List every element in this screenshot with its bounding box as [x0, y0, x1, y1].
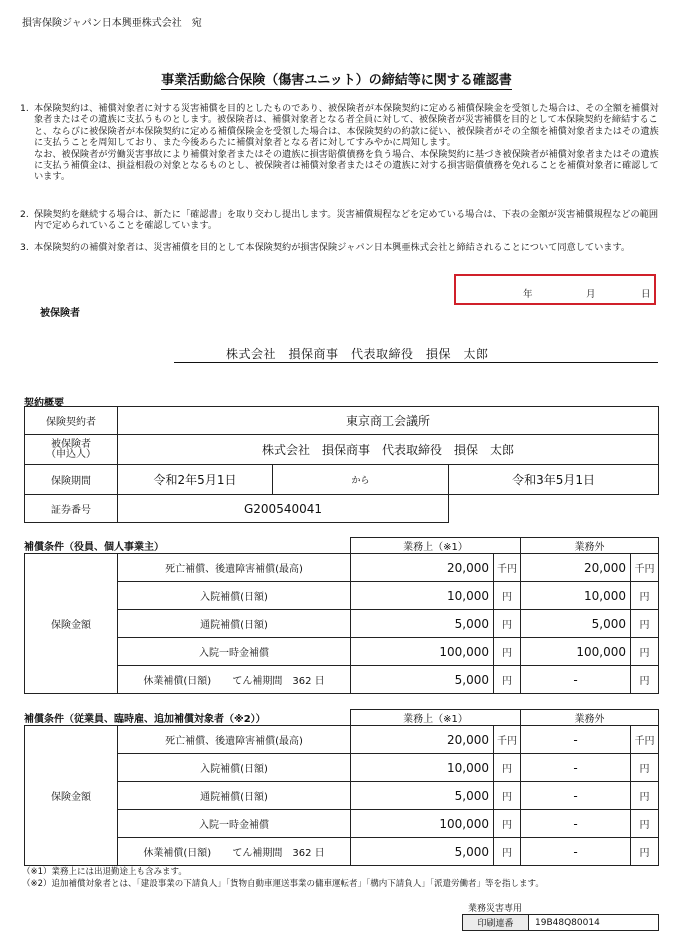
date-month-label: 月: [586, 289, 596, 300]
compensation-period: てん補期間 362 日: [232, 848, 325, 859]
document-title-text: 事業活動総合保険（傷害ユニット）の締結等に関する確認書: [161, 73, 512, 88]
period-label: 保険期間: [25, 465, 118, 495]
off-duty-unit: 円: [631, 810, 659, 838]
off-duty-unit: 円: [631, 582, 659, 610]
date-year-label: 年: [523, 289, 533, 300]
off-duty-unit: 円: [631, 754, 659, 782]
off-duty-unit: 円: [631, 610, 659, 638]
coverage-employees-table: [24, 709, 659, 866]
on-duty-amount: 100,000: [351, 810, 494, 838]
on-duty-amount: 5,000: [351, 666, 494, 694]
print-serial-table: [462, 914, 659, 931]
sum-insured-label: 保険金額: [25, 726, 118, 866]
insured-underline: [174, 362, 658, 363]
off-duty-unit: 千円: [631, 554, 659, 582]
date-field[interactable]: [454, 274, 656, 305]
off-duty-amount: -: [521, 726, 631, 754]
on-duty-amount: 10,000: [351, 754, 494, 782]
off-duty-amount: 5,000: [521, 610, 631, 638]
coverage-label: 入院一時金補償: [118, 638, 351, 666]
compensation-period: てん補期間 362 日: [232, 676, 325, 687]
on-duty-unit: 円: [494, 638, 521, 666]
on-duty-amount: 20,000: [351, 726, 494, 754]
clause-number: 1.: [20, 103, 29, 114]
insured-row-value: 株式会社 損保商事 代表取締役 損保 太郎: [118, 435, 659, 465]
coverage-label: 休業補償(日額): [143, 676, 212, 687]
contract-section-label: 契約概要: [24, 398, 64, 409]
on-duty-amount: 100,000: [351, 638, 494, 666]
on-duty-amount: 5,000: [351, 782, 494, 810]
off-duty-amount: 100,000: [521, 638, 631, 666]
coverage-label: 入院補償(日額): [118, 582, 351, 610]
off-duty-unit: 円: [631, 666, 659, 694]
on-duty-unit: 千円: [494, 726, 521, 754]
clause-2: [20, 209, 660, 232]
coverage-label: 死亡補償、後遺障害補償(最高): [118, 726, 351, 754]
off-duty-unit: 千円: [631, 726, 659, 754]
coverage-label: 入院一時金補償: [118, 810, 351, 838]
on-duty-unit: 円: [494, 610, 521, 638]
clause-number: 2.: [20, 209, 29, 220]
policy-label: 証券番号: [25, 495, 118, 523]
print-serial-label: 印刷連番: [463, 915, 529, 931]
clause-3: [20, 242, 660, 253]
insured-row-label-sub: （申込人）: [46, 448, 96, 460]
coverage-employees-label: 補償条件（従業員、臨時雇、追加補償対象者（※2））: [24, 714, 266, 725]
coverage-label-leave: [118, 838, 351, 866]
on-duty-unit: 円: [494, 810, 521, 838]
on-duty-header: 業務上（※1）: [351, 710, 521, 726]
off-duty-unit: 円: [631, 782, 659, 810]
clause-text: 本保険契約の補償対象者は、災害補償を目的として本保険契約が損害保険ジャパン日本興亜株式会社と締結されることについて同意しています。: [34, 242, 631, 253]
off-duty-amount: -: [521, 838, 631, 866]
on-duty-unit: 千円: [494, 554, 521, 582]
on-duty-amount: 10,000: [351, 582, 494, 610]
addressee: 損害保険ジャパン日本興亜株式会社 宛: [22, 18, 202, 29]
policy-number: G200540041: [118, 495, 449, 523]
on-duty-unit: 円: [494, 838, 521, 866]
on-duty-header: 業務上（※1）: [351, 538, 521, 554]
off-duty-header: 業務外: [521, 538, 659, 554]
off-duty-amount: -: [521, 754, 631, 782]
on-duty-unit: 円: [494, 782, 521, 810]
clause-number: 3.: [20, 242, 29, 253]
coverage-label: 休業補償(日額): [143, 848, 212, 859]
footnotes: [22, 866, 544, 890]
clause-text-note: なお、被保険者が労働災害事故により補償対象者またはその遺族に損害賠償債務を負う場合、本保険契約に基づき被保険者が補償対象者またはその遺族に支払う補償金は、損益相殺の対象となるものとし、被保険者は補償対象者またはその遺族に対する損害賠償債務を免れることを補償対象者に確認しています。: [34, 148, 659, 183]
insured-name: 株式会社 損保商事 代表取締役 損保 太郎: [226, 347, 489, 361]
on-duty-unit: 円: [494, 582, 521, 610]
coverage-label: 通院補償(日額): [118, 782, 351, 810]
off-duty-unit: 円: [631, 638, 659, 666]
off-duty-amount: 10,000: [521, 582, 631, 610]
coverage-label: 通院補償(日額): [118, 610, 351, 638]
date-day-label: 日: [641, 289, 651, 300]
clause-text: 本保険契約は、補償対象者に対する災害補償を目的としたものであり、被保険者が本保険契約に定める補償保険金を受領した場合は、その全額を補償対象者またはその遺族に支払うものとします。被保険者は、補償対象者となる者全員に対して、被保険者が災害補償を目的として本保険契約を締結すること、ならびに被保険者が本保険契約に定める補償保険金を受領した場合は、本保険契約の約款に従い、被保険者がその全額を補償対象者またはその遺族に支払うことを周知しており、また今後あらたに補償対象者となる者に対してすみやかに周知します。: [34, 103, 659, 149]
on-duty-amount: 5,000: [351, 838, 494, 866]
footnote-2: （※2）追加補償対象者とは、「建設事業の下請負人」「貨物自動車運送事業の傭車運転者」「構内下請負人」「派遣労働者」等を指します。: [22, 879, 544, 889]
coverage-label: 死亡補償、後遺障害補償(最高): [118, 554, 351, 582]
off-duty-amount: -: [521, 666, 631, 694]
contractor-value: 東京商工会議所: [118, 407, 659, 435]
on-duty-unit: 円: [494, 754, 521, 782]
clause-text: 保険契約を継続する場合は、新たに「確認書」を取り交わし提出します。災害補償規程などを定めている場合は、下表の金額が災害補償規程などの範囲内で定められていることを確認しています。: [34, 209, 659, 232]
period-end: 令和3年5月1日: [449, 465, 659, 495]
period-from: から: [273, 465, 449, 495]
period-start: 令和2年5月1日: [118, 465, 273, 495]
contractor-label: 保険契約者: [25, 407, 118, 435]
print-serial-number: 19B48Q80014: [529, 915, 659, 931]
on-duty-unit: 円: [494, 666, 521, 694]
off-duty-header: 業務外: [521, 710, 659, 726]
stamp-title: 業務災害専用: [468, 904, 523, 914]
off-duty-amount: 20,000: [521, 554, 631, 582]
coverage-officers-table: [24, 537, 659, 694]
document-title: [0, 69, 673, 88]
on-duty-amount: 20,000: [351, 554, 494, 582]
coverage-officers-label: 補償条件（役員、個人事業主）: [24, 542, 164, 553]
insured-row-label: [25, 435, 118, 465]
clause-1: [20, 103, 660, 183]
on-duty-amount: 5,000: [351, 610, 494, 638]
off-duty-amount: -: [521, 782, 631, 810]
sum-insured-label: 保険金額: [25, 554, 118, 694]
coverage-label-leave: [118, 666, 351, 694]
contract-summary-table: [24, 406, 659, 523]
insured-row-label-main: 被保険者: [51, 438, 91, 450]
coverage-label: 入院補償(日額): [118, 754, 351, 782]
off-duty-unit: 円: [631, 838, 659, 866]
footnote-1: （※1）業務上には出退勤途上も含みます。: [22, 867, 187, 877]
insured-label: 被保険者: [40, 308, 80, 319]
off-duty-amount: -: [521, 810, 631, 838]
